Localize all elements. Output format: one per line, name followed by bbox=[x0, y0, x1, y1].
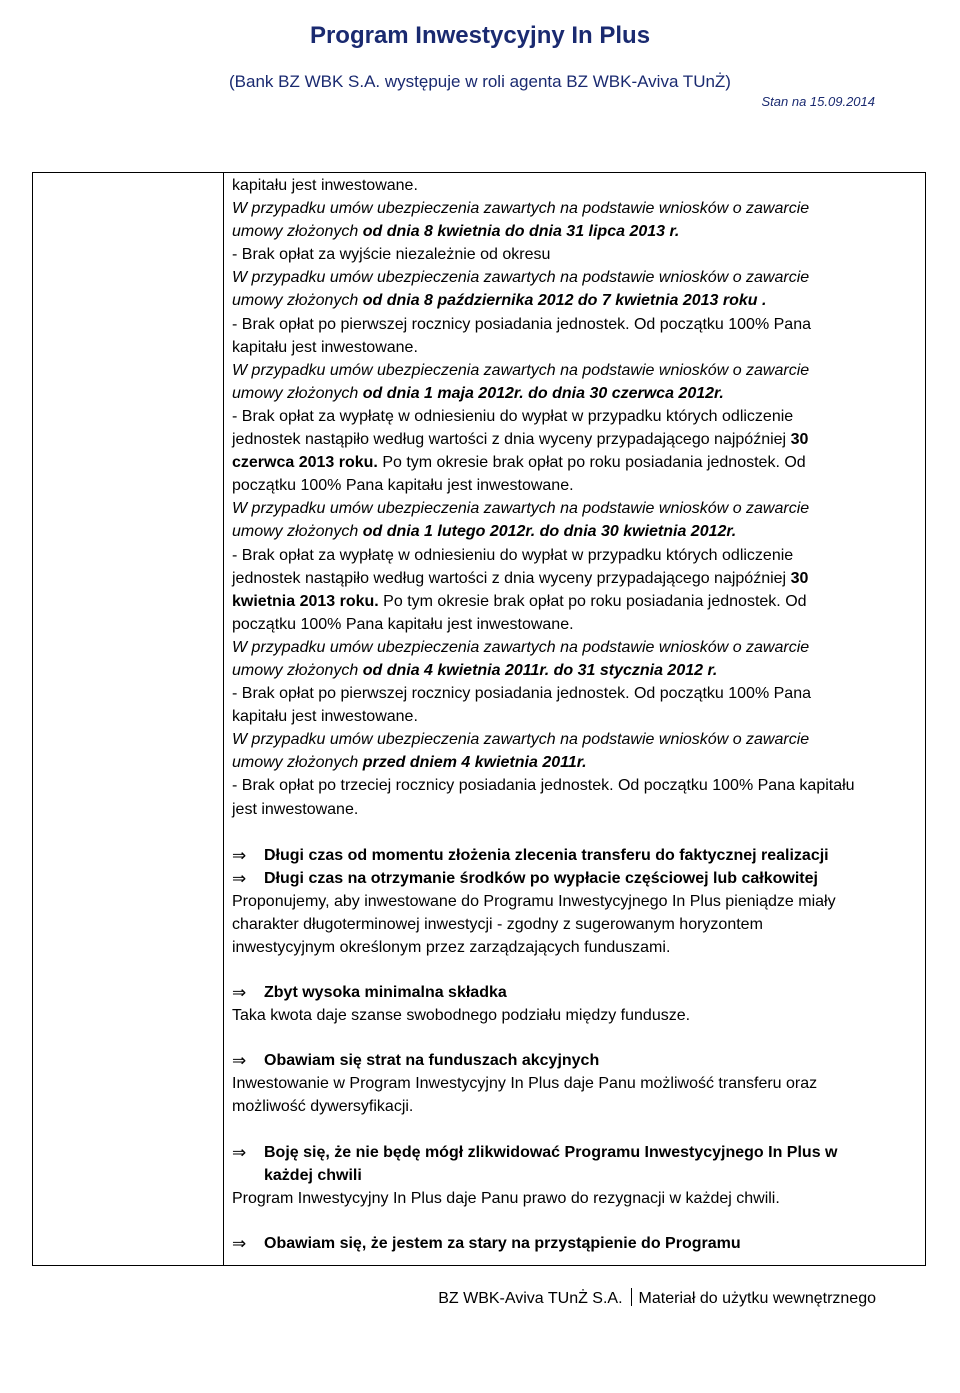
text: jednostek nastąpiło według wartości z dnia wyceny przypadającego najpóźniej bbox=[232, 431, 791, 449]
condition-2-period bbox=[232, 289, 914, 312]
double-arrow-right-icon: ⇒ bbox=[232, 1051, 247, 1071]
double-arrow-right-icon: ⇒ bbox=[232, 1142, 247, 1162]
objection-answer: charakter długoterminowej inwestycji - zgodny z sugerowanym horyzontem bbox=[232, 915, 763, 933]
text: W przypadku umów ubezpieczenia zawartych na podstawie wniosków o zawarcie bbox=[232, 200, 810, 218]
objection-answer: możliwość dywersyfikacji. bbox=[232, 1098, 414, 1116]
document-subtitle: (Bank BZ WBK S.A. występuje w roli agenta BZ WBK-Aviva TUnŻ) bbox=[229, 72, 731, 91]
condition-2-rule-cont: kapitału jest inwestowane. bbox=[232, 338, 418, 356]
objection-heading bbox=[232, 981, 914, 1004]
condition-6-intro: W przypadku umów ubezpieczenia zawartych na podstawie wniosków o zawarcie bbox=[232, 731, 810, 749]
condition-3-period bbox=[232, 382, 914, 405]
page-footer bbox=[438, 1288, 876, 1310]
deadline: czerwca 2013 roku. bbox=[232, 454, 378, 472]
double-arrow-right-icon: ⇒ bbox=[232, 845, 247, 865]
objection-heading bbox=[232, 867, 914, 890]
text: Zbyt wysoka minimalna składka bbox=[264, 984, 507, 1002]
condition-4-intro: W przypadku umów ubezpieczenia zawartych na podstawie wniosków o zawarcie bbox=[232, 500, 810, 518]
paragraph-line: kapitału jest inwestowane. bbox=[232, 177, 418, 194]
condition-4-period bbox=[232, 520, 914, 543]
period-dates: przed dniem 4 kwietnia 2011r. bbox=[362, 754, 587, 772]
condition-6-rule: - Brak opłat po trzeciej rocznicy posiadania jednostek. Od początku 100% Pana kapitału bbox=[232, 777, 855, 795]
objection-heading bbox=[232, 844, 914, 867]
objection-answer: Taka kwota daje szanse swobodnego podziału między fundusze. bbox=[232, 1007, 691, 1025]
footer-divider bbox=[631, 1288, 632, 1306]
content-cell bbox=[232, 174, 914, 1255]
condition-3-rule: - Brak opłat za wypłatę w odniesieniu do wypłat w przypadku których odliczenie bbox=[232, 407, 794, 425]
text: Po tym okresie brak opłat po roku posiadania jednostek. Od bbox=[378, 592, 807, 610]
deadline: kwietnia 2013 roku. bbox=[232, 592, 379, 610]
objection-answer: inwestycyjnym określonym przez zarządzających funduszami. bbox=[232, 939, 671, 956]
condition-5-period bbox=[232, 659, 914, 682]
period-dates: od dnia 1 maja 2012r. do dnia 30 czerwca 2012r. bbox=[362, 384, 724, 402]
condition-1-intro bbox=[232, 197, 914, 220]
period-dates: od dnia 4 kwietnia 2011r. do 31 stycznia 2012 r. bbox=[362, 661, 718, 679]
objection-heading bbox=[232, 1049, 914, 1072]
footer-note: Materiał do użytku wewnętrznego bbox=[638, 1290, 876, 1307]
condition-6-rule-cont: jest inwestowane. bbox=[232, 800, 359, 818]
condition-6-period bbox=[232, 751, 914, 774]
text: Długi czas od momentu złożenia zlecenia transferu do faktycznej realizacji bbox=[264, 846, 829, 864]
text: . bbox=[757, 292, 767, 310]
condition-1-period bbox=[232, 220, 914, 243]
condition-4-rule-cont: początku 100% Pana kapitału jest inwestowane. bbox=[232, 615, 574, 633]
condition-4-rule-cont bbox=[232, 590, 914, 613]
condition-3-intro: W przypadku umów ubezpieczenia zawartych na podstawie wniosków o zawarcie bbox=[232, 361, 810, 379]
objection-answer: Proponujemy, aby inwestowane do Programu Inwestycyjnego In Plus pieniądze miały bbox=[232, 892, 836, 910]
condition-3-rule-cont bbox=[232, 451, 914, 474]
text: umowy złożonych bbox=[232, 754, 363, 772]
text: umowy złożonych bbox=[232, 223, 363, 241]
text: Obawiam się strat na funduszach akcyjnych bbox=[264, 1052, 600, 1070]
text: umowy złożonych bbox=[232, 384, 363, 402]
deadline: 30 bbox=[790, 431, 809, 449]
condition-5-intro: W przypadku umów ubezpieczenia zawartych na podstawie wniosków o zawarcie bbox=[232, 638, 810, 656]
table-column-divider bbox=[223, 172, 224, 1266]
double-arrow-right-icon: ⇒ bbox=[232, 983, 247, 1003]
objection-answer: Program Inwestycyjny In Plus daje Panu prawo do rezygnacji w każdej chwili. bbox=[232, 1189, 780, 1207]
condition-3-rule-cont bbox=[232, 428, 914, 451]
condition-2-rule: - Brak opłat po pierwszej rocznicy posiadania jednostek. Od początku 100% Pana bbox=[232, 315, 811, 333]
footer-company: BZ WBK-Aviva TUnŻ S.A. bbox=[438, 1290, 623, 1307]
status-date: Stan na 15.09.2014 bbox=[761, 94, 875, 109]
period-dates: od dnia 8 kwietnia do dnia 31 lipca 2013 r. bbox=[362, 223, 680, 241]
text: jednostek nastąpiło według wartości z dnia wyceny przypadającego najpóźniej bbox=[232, 569, 791, 587]
condition-3-rule-cont: początku 100% Pana kapitału jest inwestowane. bbox=[232, 477, 574, 495]
condition-4-rule-cont bbox=[232, 567, 914, 590]
objection-heading bbox=[232, 1141, 914, 1164]
double-arrow-right-icon: ⇒ bbox=[232, 1233, 247, 1253]
text: umowy złożonych bbox=[232, 523, 363, 541]
text: umowy złożonych bbox=[232, 661, 363, 679]
period-dates: od dnia 1 lutego 2012r. do dnia 30 kwietnia 2012r. bbox=[362, 523, 737, 541]
text: Po tym okresie brak opłat po roku posiadania jednostek. Od bbox=[377, 454, 806, 472]
condition-5-rule-cont: kapitału jest inwestowane. bbox=[232, 708, 418, 726]
objection-answer: Inwestowanie w Program Inwestycyjny In Plus daje Panu możliwość transferu oraz bbox=[232, 1075, 818, 1093]
condition-4-rule: - Brak opłat za wypłatę w odniesieniu do wypłat w przypadku których odliczenie bbox=[232, 546, 794, 564]
text: Boję się, że nie będę mógł zlikwidować Programu Inwestycyjnego In Plus w bbox=[264, 1143, 838, 1161]
objection-heading-cont: każdej chwili bbox=[264, 1166, 362, 1184]
condition-5-rule: - Brak opłat po pierwszej rocznicy posiadania jednostek. Od początku 100% Pana bbox=[232, 685, 811, 703]
text: Obawiam się, że jestem za stary na przystąpienie do Programu bbox=[264, 1234, 741, 1252]
objection-heading bbox=[232, 1232, 914, 1255]
text: umowy złożonych bbox=[232, 292, 363, 310]
document-title: Program Inwestycyjny In Plus bbox=[309, 22, 651, 49]
text: Długi czas na otrzymanie środków po wypłacie częściowej lub całkowitej bbox=[264, 869, 818, 887]
condition-2-intro: W przypadku umów ubezpieczenia zawartych na podstawie wniosków o zawarcie bbox=[232, 269, 810, 287]
condition-1-rule: - Brak opłat za wyjście niezależnie od okresu bbox=[232, 246, 551, 264]
period-dates: od dnia 8 października 2012 do 7 kwietnia 2013 roku bbox=[362, 292, 758, 310]
double-arrow-right-icon: ⇒ bbox=[232, 868, 247, 888]
deadline: 30 bbox=[790, 569, 809, 587]
